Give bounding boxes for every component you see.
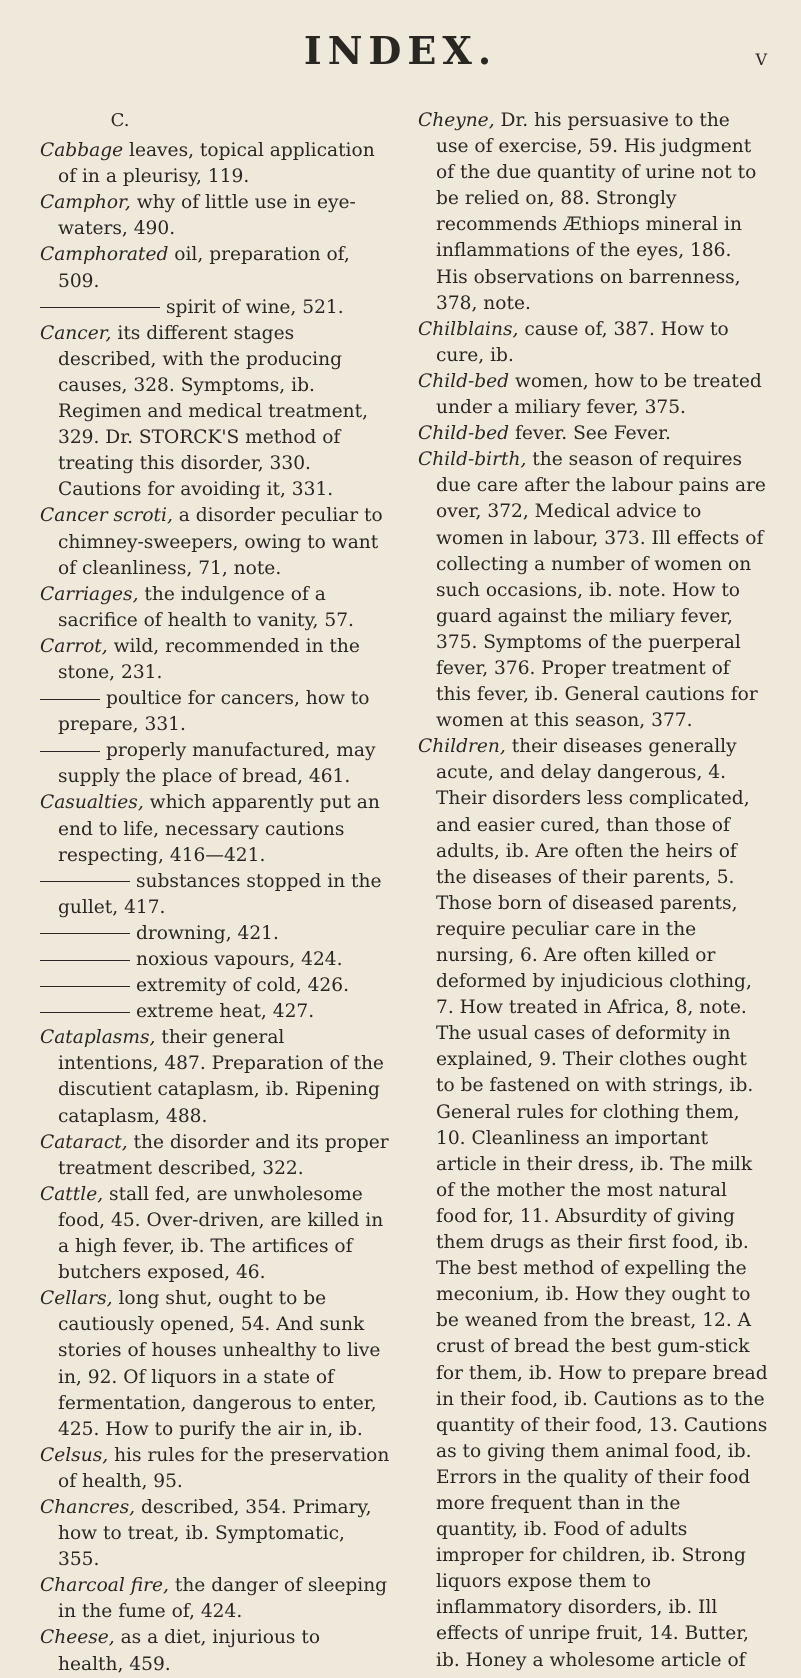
- ditto-dash: [40, 986, 130, 987]
- right-column: [418, 108, 768, 1674]
- entry-keyword: Cancer scroti,: [40, 505, 173, 527]
- entry-text: long shut, ought to be cautiously opened, 54. And sunk stories of houses unhealthy to live in, 92. Of liquors in a state of fermentation, dangerous to enter, 425. How to purify the air in, ib.: [58, 1288, 381, 1440]
- index-entry: [40, 973, 390, 999]
- entry-keyword: Child-bed: [418, 370, 510, 392]
- index-entry: [40, 582, 390, 634]
- entry-keyword: Charcoal fire,: [40, 1575, 169, 1597]
- entry-text: extremity of cold, 426.: [136, 975, 349, 997]
- entry-text: the season of requires due care after the labour pains are over, 372, Medical advice to women in labour, 373. Ill effects of collecting a number of women on such occasions, ib. note. How to guard against the miliary fever, 375. Symptoms of the puerperal fever, 376. Proper treatment of this fever, ib. General cautions for women at this season, 377.: [436, 449, 766, 732]
- index-entry: [40, 790, 390, 868]
- index-entry: [40, 869, 390, 921]
- index-entry: [40, 1025, 390, 1129]
- ditto-dash: [40, 699, 100, 700]
- index-entry: [40, 1443, 390, 1495]
- entry-text: Dr. his persuasive to the use of exercise, 59. His judgment of the due quantity of urine not to be relied on, 88. Strongly recommends Æthiops mineral in inflammations of the eyes, 186. His observations on barrenness, 378, note.: [436, 110, 757, 314]
- entry-text: the danger of sleeping in the fume of, 424.: [58, 1575, 388, 1623]
- entry-text: his rules for the preservation of health, 95.: [58, 1444, 390, 1492]
- index-entry: [40, 138, 390, 190]
- entry-text: why of little use in eye-waters, 490.: [58, 192, 356, 240]
- index-entry: [40, 295, 390, 321]
- index-entry: [40, 1573, 390, 1625]
- index-entry: [418, 317, 768, 369]
- entry-keyword: Celsus,: [40, 1444, 109, 1466]
- ditto-dash: [40, 933, 130, 934]
- entry-keyword: Camphor,: [40, 192, 131, 214]
- index-entry: [40, 1286, 390, 1443]
- page-header: [0, 28, 801, 88]
- entry-text: drowning, 421.: [136, 922, 279, 944]
- entry-keyword: Chilblains,: [418, 318, 519, 340]
- index-entry: [40, 503, 390, 581]
- index-entry: [418, 369, 768, 421]
- entry-keyword: Casualties,: [40, 792, 144, 814]
- entry-keyword: Cabbage: [40, 140, 124, 162]
- index-entry: [40, 999, 390, 1025]
- entry-keyword: Camphorated: [40, 244, 169, 266]
- left-column: [40, 108, 390, 1678]
- entry-text: poultice for cancers, how to prepare, 331.: [58, 688, 370, 736]
- entry-keyword: Carrot,: [40, 635, 108, 657]
- entry-keyword: Cancer,: [40, 322, 112, 344]
- entry-text: properly manufactured, may supply the place of bread, 461.: [58, 740, 376, 788]
- left-entry-list: [40, 138, 390, 1678]
- ditto-dash: [40, 1012, 130, 1013]
- entry-text: as a diet, injurious to health, 459.: [58, 1627, 321, 1675]
- ditto-dash: [40, 751, 100, 752]
- entry-text: spirit of wine, 521.: [166, 296, 344, 318]
- entry-text: leaves, topical application of in a pleurisy, 119.: [58, 140, 375, 188]
- entry-keyword: Cattle,: [40, 1183, 104, 1205]
- index-entry: [40, 190, 390, 242]
- ditto-dash: [40, 881, 130, 882]
- entry-text: oil, preparation of, 509.: [58, 244, 350, 292]
- entry-text: stall fed, are unwholesome food, 45. Over-driven, are killed in a high fever, ib. The artifices of butchers exposed, 46.: [58, 1183, 384, 1284]
- entry-text: the disorder and its proper treatment described, 322.: [58, 1131, 389, 1179]
- index-entry: [40, 1625, 390, 1677]
- entry-text: a disorder peculiar to chimney-sweepers, owing to want of cleanliness, 71, note.: [58, 505, 383, 579]
- ditto-dash: [40, 307, 160, 308]
- entry-text: women, how to be treated under a miliary fever, 375.: [436, 370, 762, 419]
- entry-keyword: Child-birth,: [418, 449, 527, 471]
- index-entry: [40, 686, 390, 738]
- entry-text: cause of, 387. How to cure, ib.: [436, 318, 729, 366]
- index-entry: [418, 734, 768, 1673]
- entry-keyword: Cheese,: [40, 1627, 115, 1649]
- index-entry: [418, 421, 768, 447]
- entry-text: extreme heat, 427.: [136, 1001, 315, 1023]
- entry-keyword: Cataract,: [40, 1131, 128, 1153]
- entry-text: fever. See Fever.: [509, 423, 671, 445]
- right-entry-list: [418, 108, 768, 1674]
- entry-text: their general intentions, 487. Preparation of the discutient cataplasm, ib. Ripening cataplasm, 488.: [58, 1027, 384, 1127]
- entry-keyword: Carriages,: [40, 583, 139, 605]
- index-entry: [418, 108, 768, 317]
- index-entry: [40, 947, 390, 973]
- index-entry: [40, 738, 390, 790]
- index-entry: [418, 447, 768, 734]
- entry-keyword: Chancres,: [40, 1496, 136, 1518]
- index-entry: [40, 634, 390, 686]
- entry-text: the indulgence of a sacrifice of health to vanity, 57.: [58, 583, 354, 631]
- entry-keyword: Cataplasms,: [40, 1027, 156, 1049]
- index-entry: [40, 1182, 390, 1286]
- index-entry: [40, 1130, 390, 1182]
- section-letter: C.: [110, 110, 130, 131]
- index-entry: [40, 921, 390, 947]
- entry-keyword: Cheyne,: [418, 110, 495, 131]
- entry-keyword: Cellars,: [40, 1288, 113, 1310]
- entry-text: described, 354. Primary, how to treat, ib. Symptomatic, 355.: [58, 1496, 372, 1571]
- index-entry: [40, 321, 390, 504]
- page-title: INDEX.: [303, 28, 498, 73]
- page-signature: V: [755, 50, 767, 69]
- entry-text: their diseases generally acute, and delay dangerous, 4. Their disorders less complicated, and easier cured, than those of adults, ib. Are often the heirs of the diseases of their parents, 5. Those born of diseased parents, require peculiar care in the nursing, 6. Are often killed or deformed by injudicious clothing, 7. How treated in Africa, 8, note. The usual cases of deformity in explained, 9. Their clothes ought to be fastened on with strings, ib. General rules for clothing them, 10. Cleanliness an important article in their dress, ib. The milk of the mother the most natural food for, 11. Absurdity of giving them drugs as their first food, ib. The best method of expelling the meconium, ib. How they ought to be weaned from the breast, 12. A crust of bread the best gum-stick for them, ib. How to prepare bread in their food, ib. Cautions as to the quantity of their food, 13. Cautions as to giving them animal food, ib. Errors in the quality of their food more frequent than in the quantity, ib. Food of adults improper for children, ib. Strong liquors expose them to inflammatory disorders, ib. Ill effects of unripe fruit, 14. Butter, ib. Honey a wholesome article of: [436, 736, 768, 1671]
- index-entry: [40, 1495, 390, 1573]
- entry-text: which apparently put an end to life, necessary cautions respecting, 416—421.: [58, 792, 380, 866]
- index-entry: [40, 242, 390, 294]
- entry-keyword: Child-bed: [418, 423, 510, 445]
- entry-keyword: Children,: [418, 736, 506, 758]
- entry-text: substances stopped in the gullet, 417.: [58, 870, 382, 918]
- ditto-dash: [40, 960, 130, 961]
- entry-text: noxious vapours, 424.: [136, 949, 343, 970]
- entry-text: wild, recommended in the stone, 231.: [58, 635, 360, 683]
- entry-text: its different stages described, with the producing causes, 328. Symptoms, ib. Regimen and medical treatment, 329. Dr. STORCK'S method of treating this disorder, 330. Cautions for avoiding it, 331.: [58, 322, 369, 501]
